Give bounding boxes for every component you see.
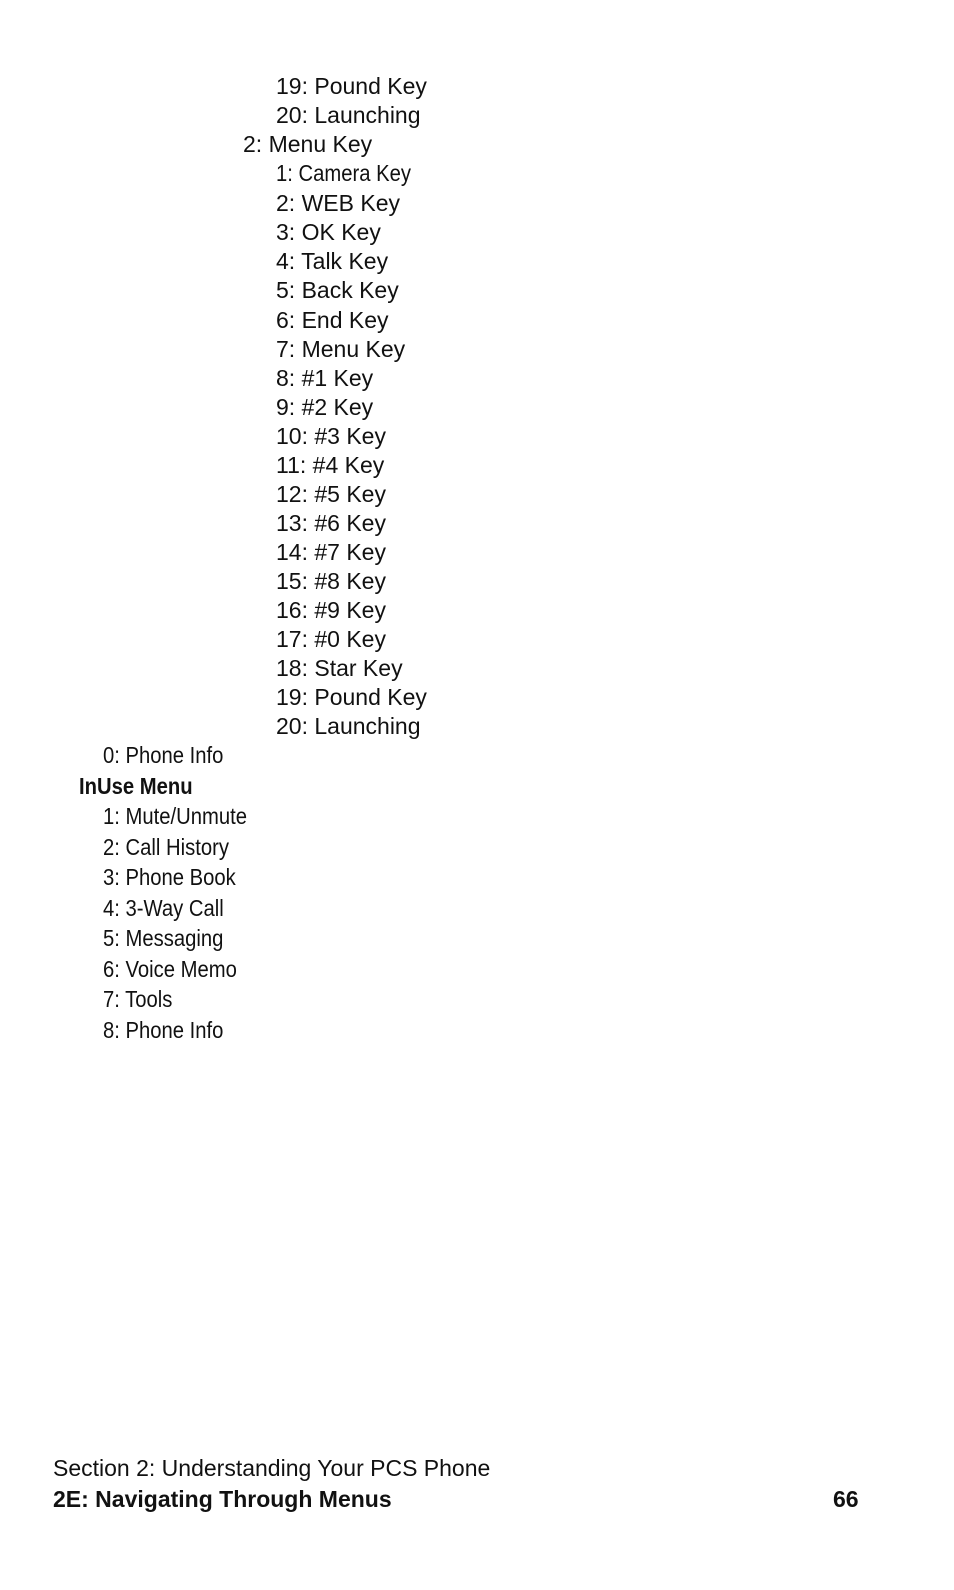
footer-chapter-title: 2E: Navigating Through Menus bbox=[53, 1486, 392, 1512]
inuse-menu-item: 6: Voice Memo bbox=[103, 956, 237, 982]
menu-item: 13: #6 Key bbox=[276, 510, 386, 536]
menu-item: 18: Star Key bbox=[276, 655, 403, 681]
inuse-menu-item: 8: Phone Info bbox=[103, 1017, 224, 1043]
menu-item: 2: WEB Key bbox=[276, 190, 400, 216]
menu-item: 6: End Key bbox=[276, 307, 389, 333]
menu-item: 10: #3 Key bbox=[276, 423, 386, 449]
menu-item: 16: #9 Key bbox=[276, 597, 386, 623]
menu-item: 19: Pound Key bbox=[276, 73, 427, 99]
inuse-menu-item: 5: Messaging bbox=[103, 925, 224, 951]
menu-item: 4: Talk Key bbox=[276, 248, 389, 274]
page-number: 66 bbox=[833, 1486, 859, 1512]
inuse-menu-item: 3: Phone Book bbox=[103, 864, 236, 890]
menu-item: 15: #8 Key bbox=[276, 568, 386, 594]
menu-item: 9: #2 Key bbox=[276, 394, 374, 420]
inuse-menu-heading: InUse Menu bbox=[79, 773, 193, 799]
menu-item: 8: #1 Key bbox=[276, 365, 374, 391]
menu-item-phone-info: 0: Phone Info bbox=[103, 742, 224, 768]
menu-item: 19: Pound Key bbox=[276, 684, 427, 710]
footer-section-title: Section 2: Understanding Your PCS Phone bbox=[53, 1455, 491, 1481]
menu-item: 20: Launching bbox=[276, 102, 421, 128]
inuse-menu-item: 1: Mute/Unmute bbox=[103, 803, 248, 829]
inuse-menu-item: 4: 3-Way Call bbox=[103, 895, 224, 921]
menu-item: 12: #5 Key bbox=[276, 481, 386, 507]
inuse-menu-item: 2: Call History bbox=[103, 834, 229, 860]
menu-item: 1: Camera Key bbox=[276, 160, 411, 186]
menu-item: 5: Back Key bbox=[276, 277, 399, 303]
menu-item: 20: Launching bbox=[276, 713, 421, 739]
inuse-menu-item: 7: Tools bbox=[103, 986, 173, 1012]
menu-item: 3: OK Key bbox=[276, 219, 381, 245]
menu-item: 14: #7 Key bbox=[276, 539, 386, 565]
menu-item: 7: Menu Key bbox=[276, 336, 406, 362]
menu-key-group-label: 2: Menu Key bbox=[243, 131, 373, 157]
menu-item: 11: #4 Key bbox=[276, 452, 385, 478]
menu-item: 17: #0 Key bbox=[276, 626, 386, 652]
